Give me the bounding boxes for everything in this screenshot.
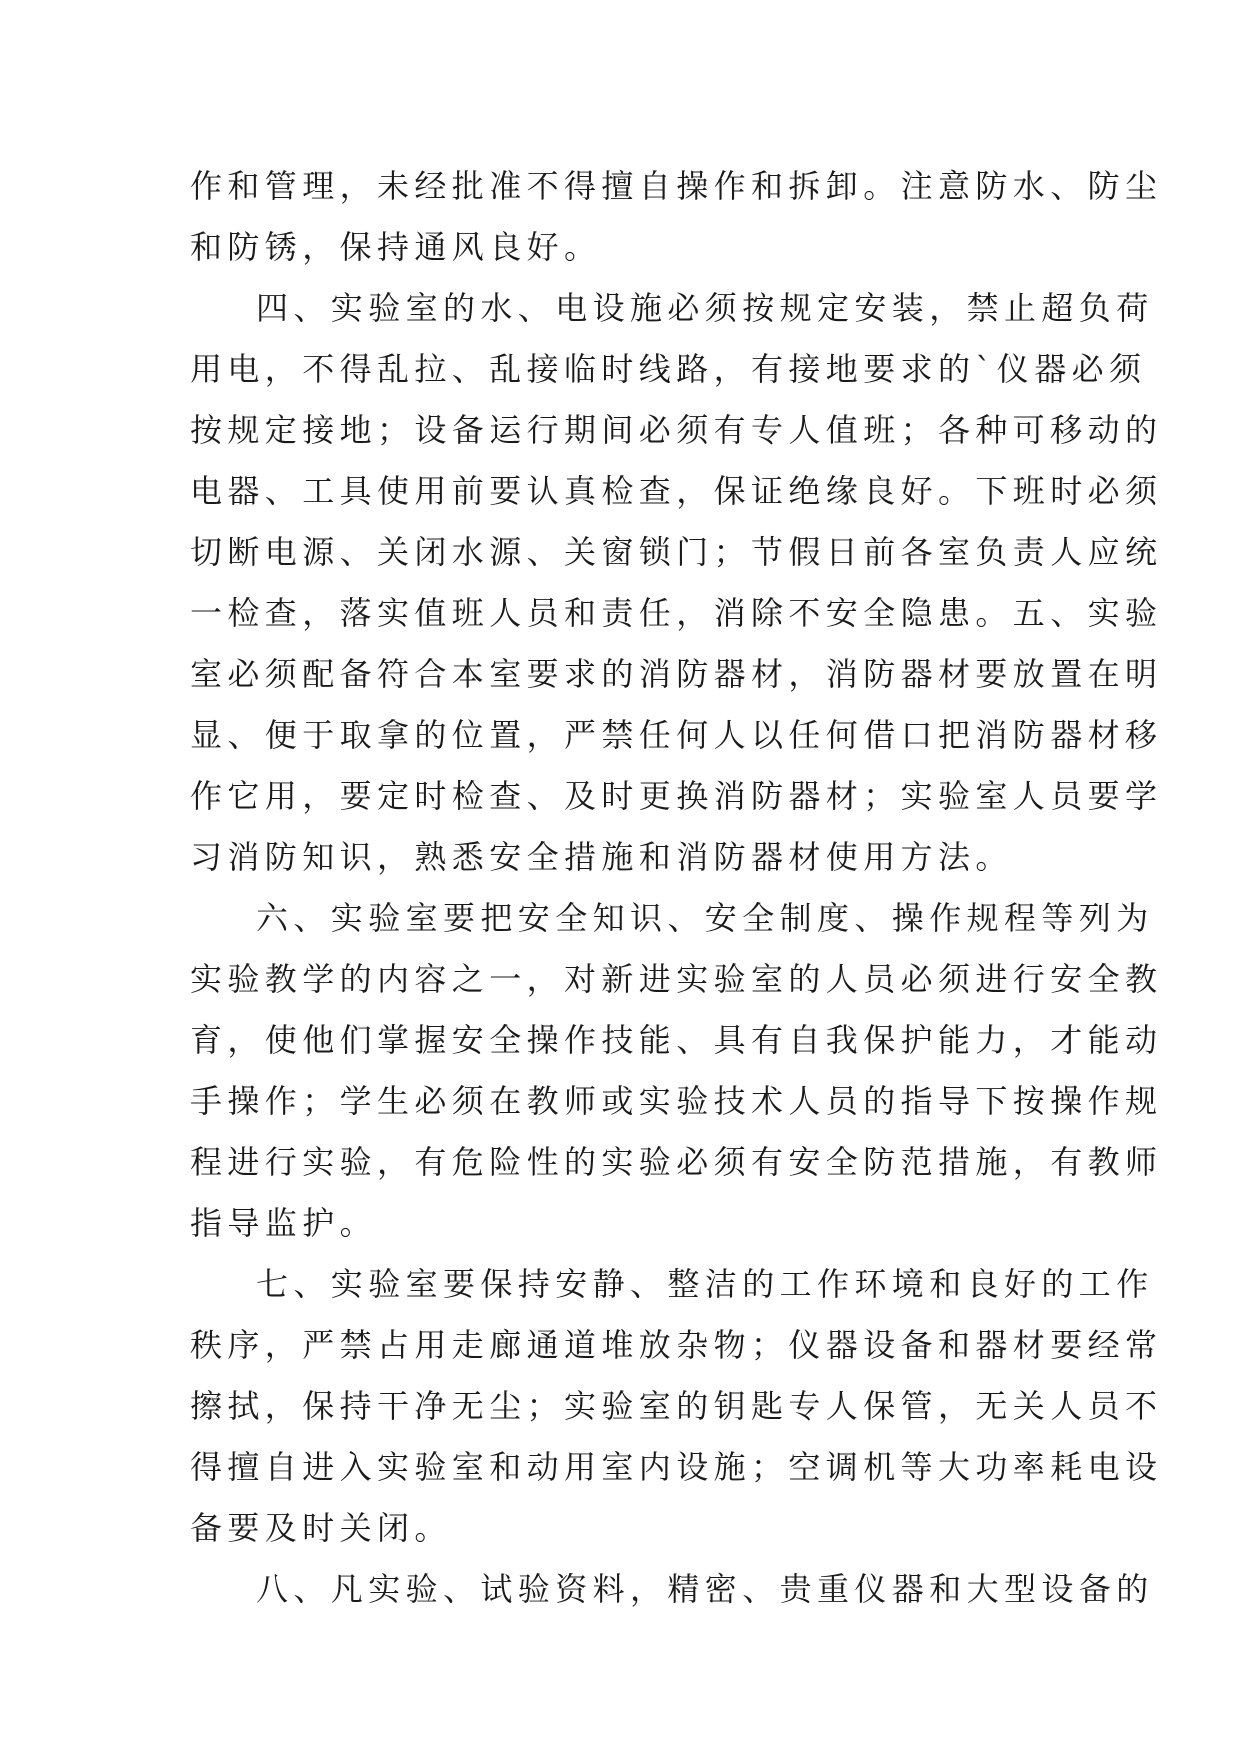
text-line: 八、凡实验、试验资料，精密、贵重仪器和大型设备的 [256,1570,1154,1608]
text-line: 育，使他们掌握安全操作技能、具有自我保护能力，才能动 [190,1021,1163,1059]
text-line: 四、实验室的水、电设施必须按规定安装，禁止超负荷 [256,289,1154,327]
text-line: 程进行实验，有危险性的实验必须有安全防范措施，有教师 [190,1143,1163,1181]
text-line: 用电，不得乱拉、乱接临时线路，有接地要求的`仪器必须 [190,350,1147,388]
text-line: 按规定接地；设备运行期间必须有专人值班；各种可移动的 [190,411,1163,449]
text-line: 手操作；学生必须在教师或实验技术人员的指导下按操作规 [190,1082,1163,1120]
text-line: 得擅自进入实验室和动用室内设施；空调机等大功率耗电设 [190,1448,1163,1486]
text-line: 实验教学的内容之一，对新进实验室的人员必须进行安全教 [190,960,1163,998]
text-line: 室必须配备符合本室要求的消防器材，消防器材要放置在明 [190,655,1163,693]
text-line: 和防锈，保持通风良好。 [190,228,602,266]
text-line: 一检查，落实值班人员和责任，消除不安全隐患。五、实验 [190,594,1163,632]
text-line: 备要及时关闭。 [190,1509,452,1547]
text-line: 六、实验室要把安全知识、安全制度、操作规程等列为 [256,899,1154,937]
text-line: 指导监护。 [190,1204,378,1242]
text-line: 显、便于取拿的位置，严禁任何人以任何借口把消防器材移 [190,716,1163,754]
text-line: 习消防知识，熟悉安全措施和消防器材使用方法。 [190,838,1013,876]
text-line: 七、实验室要保持安静、整洁的工作环境和良好的工作 [256,1265,1154,1303]
text-line: 秩序，严禁占用走廊通道堆放杂物；仪器设备和器材要经常 [190,1326,1163,1364]
text-line: 作和管理，未经批准不得擅自操作和拆卸。注意防水、防尘 [190,167,1163,205]
document-body [190,156,1163,1620]
text-line: 电器、工具使用前要认真检查，保证绝缘良好。下班时必须 [190,472,1163,510]
text-line: 擦拭，保持干净无尘；实验室的钥匙专人保管，无关人员不 [190,1387,1163,1425]
text-line: 作它用，要定时检查、及时更换消防器材；实验室人员要学 [190,777,1163,815]
text-line: 切断电源、关闭水源、关窗锁门；节假日前各室负责人应统 [190,533,1163,571]
